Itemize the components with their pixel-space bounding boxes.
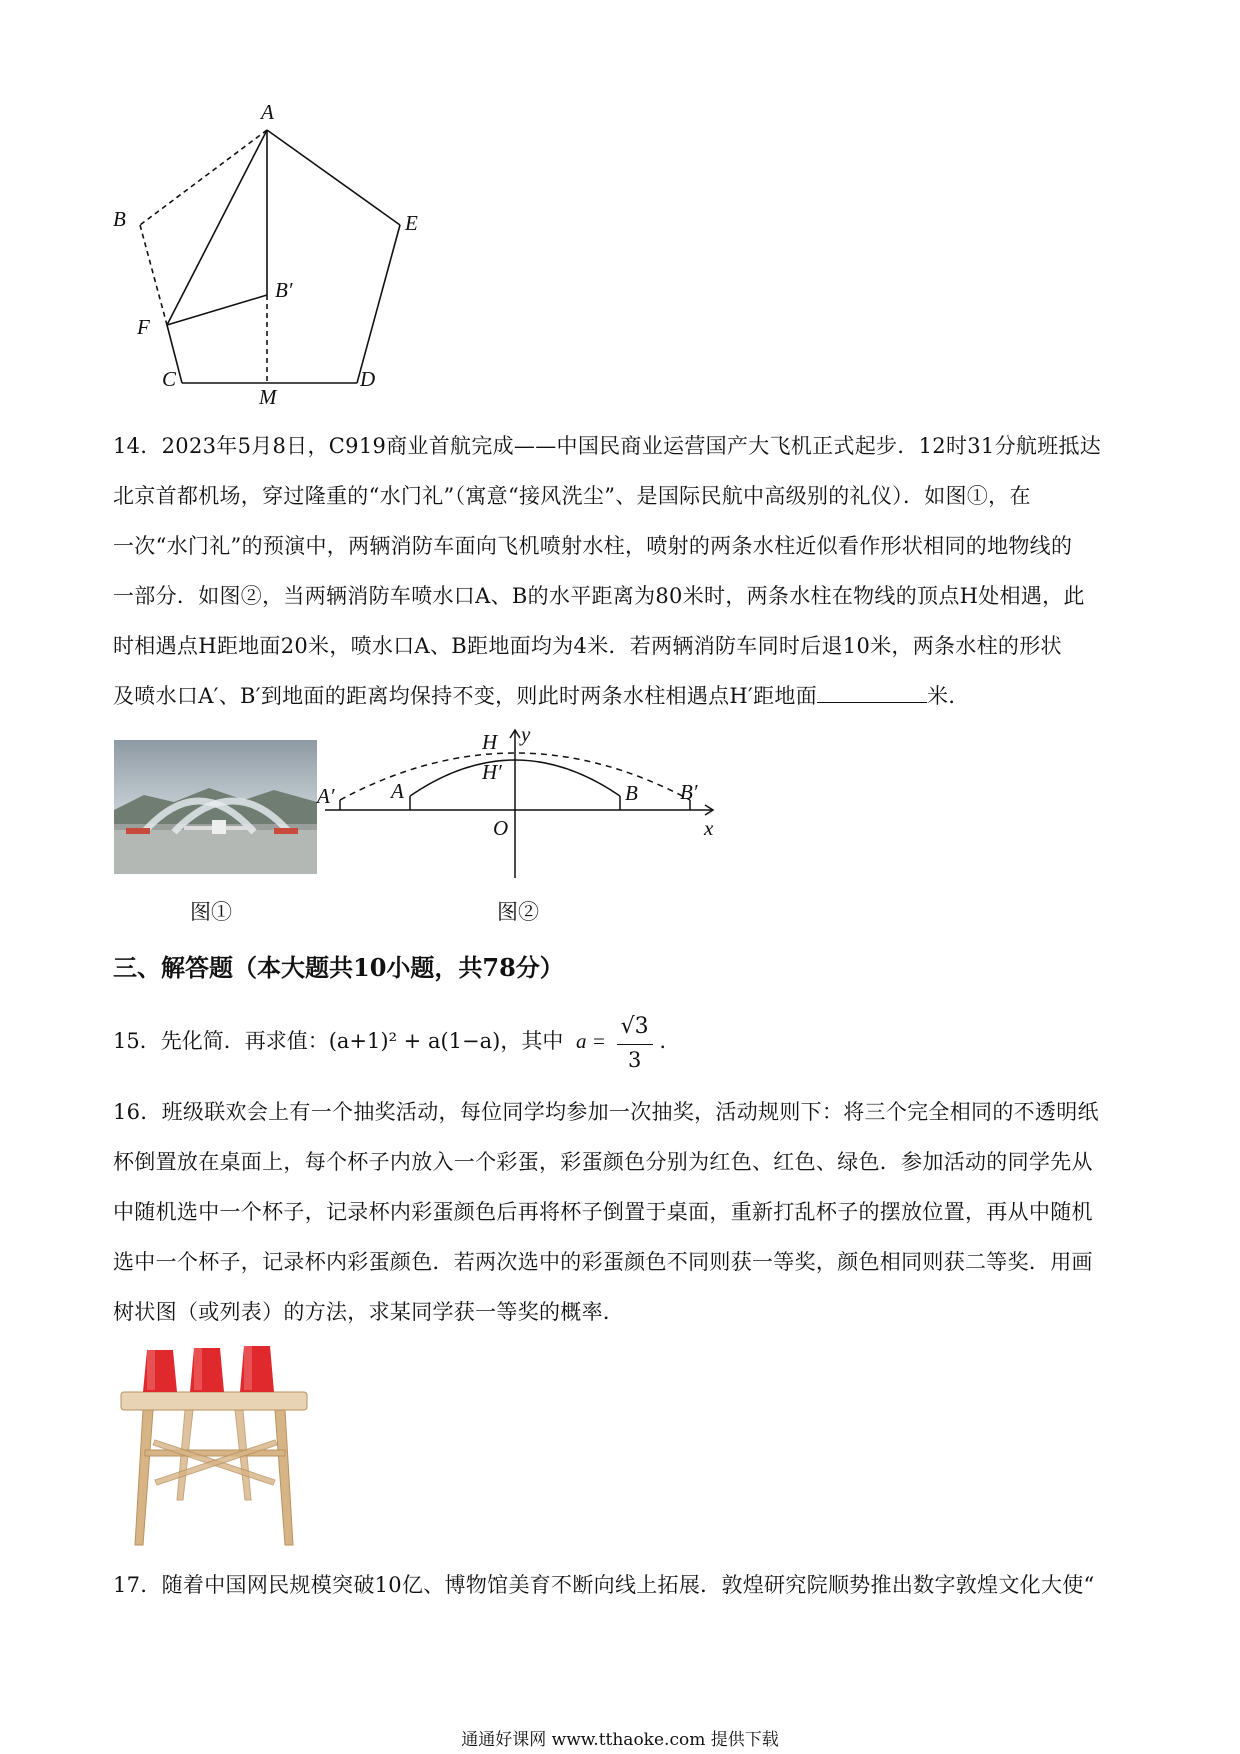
q14-line-1: 14．2023年5月8日，C919商业首航完成——中国民商业运营国产大飞机正式起步．12时31分航班抵达 (113, 434, 1102, 458)
q16-line-1: 16．班级联欢会上有一个抽奖活动，每位同学均参加一次抽奖，活动规则下：将三个完全相同的不透明纸 (113, 1100, 1099, 1124)
point-label-a-prime: A′ (317, 784, 335, 808)
q17-line-1: 17．随着中国网民规模突破10亿、博物馆美育不断向线上拓展．敦煌研究院顺势推出数字敦煌文化大使“ (113, 1573, 1095, 1597)
cups-on-table-image (115, 1330, 315, 1550)
origin-label: O (493, 816, 509, 840)
section-3-heading: 三、解答题（本大题共10小题，共78分） (113, 953, 564, 982)
q15-fraction (617, 1010, 653, 1075)
point-label-b-prime: B′ (680, 780, 698, 804)
q14-line-2: 北京首都机场，穿过隆重的“水门礼”（寓意“接风洗尘”、是国际民航中高级别的礼仪）．如图①，在 (113, 484, 1031, 508)
point-label-f: F (137, 315, 150, 339)
point-label-h: H (482, 730, 498, 754)
q15-text: 15．先化简．再求值：(a+1)² + a(1−a)，其中 (113, 1029, 564, 1053)
water-salute-photo (114, 740, 317, 874)
q14-line-5: 时相遇点H距地面20米，喷水口A、B距地面均为4米．若两辆消防车同时后退10米，两条水柱的形状 (113, 634, 1062, 658)
table-illustration (115, 1330, 315, 1550)
point-label-b: B (113, 207, 126, 231)
point-label-a: A (391, 779, 404, 803)
q16-line-3: 中随机选中一个杯子，记录杯内彩蛋颜色后再将杯子倒置于桌面，重新打乱杯子的摆放位置，再从中随机 (113, 1200, 1093, 1224)
axis-label-x: x (704, 816, 714, 840)
point-label-m: M (259, 385, 277, 409)
q16-line-2: 杯倒置放在桌面上，每个杯子内放入一个彩蛋，彩蛋颜色分别为红色、红色、绿色．参加活动的同学先从 (113, 1150, 1093, 1174)
figure-1-caption: 图① (190, 900, 232, 924)
q15-fraction-numerator: √3 (617, 1010, 653, 1045)
question-17 (113, 1560, 1133, 1610)
figure-2-caption: 图② (497, 900, 539, 924)
q14-line-4: 一部分．如图②，当两辆消防车喷水口A、B的水平距离为80米时，两条水柱在物线的顶点H处相遇，此 (113, 584, 1085, 608)
airplane-photo-image (114, 740, 317, 874)
point-label-c: C (162, 367, 177, 391)
q14-line-6 (113, 671, 1133, 721)
q16-line-5: 树状图（或列表）的方法，求某同学获一等奖的概率． (113, 1300, 625, 1324)
q16-line-4: 选中一个杯子，记录杯内彩蛋颜色．若两次选中的彩蛋颜色不同则获一等奖，颜色相同则获二等奖．用画 (113, 1250, 1093, 1274)
point-label-a: A (261, 100, 274, 124)
pentagon-figure (100, 95, 440, 415)
axis-label-y: y (521, 722, 531, 746)
q14-line-3: 一次“水门礼”的预演中，两辆消防车面向飞机喷射水柱，喷射的两条水柱近似看作形状相同的地物线的 (113, 534, 1073, 558)
point-label-d: D (360, 367, 376, 391)
point-label-b-prime: B′ (275, 278, 293, 302)
question-14 (113, 421, 1133, 721)
question-16 (113, 1087, 1133, 1337)
q15-a-eq: a = (576, 1029, 606, 1053)
pentagon-diagram (100, 95, 440, 415)
answer-blank (817, 682, 927, 703)
parabola-figure (317, 722, 725, 918)
question-15 (113, 1010, 666, 1075)
page-footer: 通通好课网 www.tthaoke.com 提供下载 (461, 1730, 779, 1750)
q14-line-6-text: 及喷水口A′、B′到地面的距离均保持不变，则此时两条水柱相遇点H′距地面 (113, 684, 818, 708)
parabola-diagram (325, 728, 725, 878)
q14-line-6-end: 米． (927, 684, 970, 708)
q15-fraction-denominator: 3 (627, 1048, 642, 1072)
q15-end: . (659, 1029, 667, 1053)
point-label-b: B (625, 781, 638, 805)
point-label-e: E (405, 211, 418, 235)
point-label-h-prime: H′ (482, 760, 502, 784)
